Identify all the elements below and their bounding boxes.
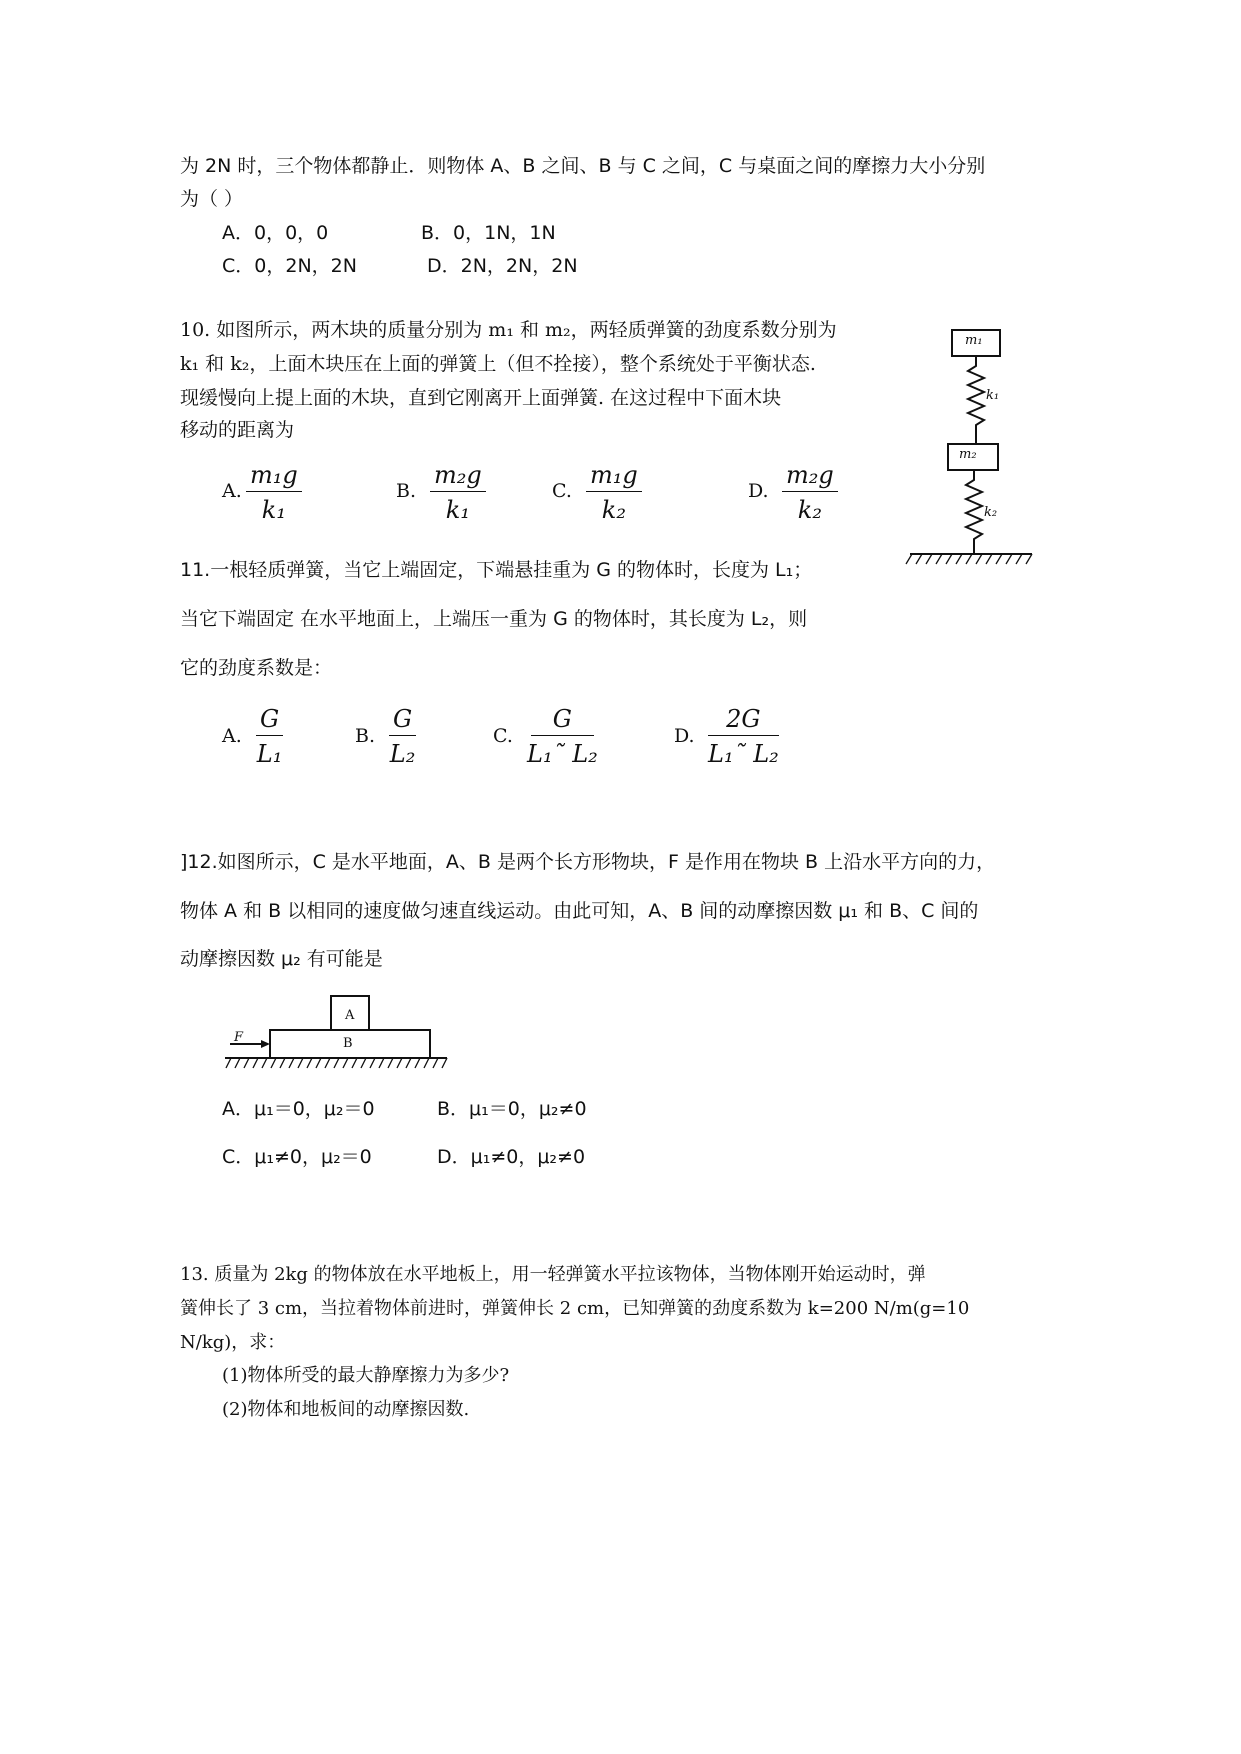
q10-option-d-denominator: k₂ [797, 496, 822, 524]
q10-option-c-numerator: m₁g [586, 463, 642, 492]
q12-line-1: ]12.如图所示，C 是水平地面，A、B 是两个长方形物块，F 是作用在物块 B 上沿水平方向的力， [180, 851, 996, 873]
q10-option-b-label: B. [396, 480, 417, 502]
q11-option-b-numerator: G [389, 707, 416, 736]
q11-option-b-denominator: L₂ [389, 740, 416, 768]
figure-label-m2: m₂ [959, 447, 977, 462]
q11-line-2: 当它下端固定 在水平地面上，上端压一重为 G 的物体时，其长度为 L₂，则 [180, 608, 808, 630]
q10-option-a-numerator: m₁g [246, 463, 302, 492]
figure-label-a: A [345, 1008, 355, 1023]
q10-line-4: 移动的距离为 [180, 419, 295, 441]
q10-line-2: k₁ 和 k₂，上面木块压在上面的弹簧上（但不拴接），整个系统处于平衡状态. [180, 353, 816, 375]
q12-option-b: B．μ₁＝0，μ₂≠0 [437, 1098, 587, 1120]
q11-option-c-denominator: L₁˜ L₂ [527, 740, 598, 768]
q13-subquestion-1: (1)物体所受的最大静摩擦力为多少? [222, 1365, 510, 1386]
ground-hatch [906, 554, 1032, 564]
q10-option-c-fraction [586, 463, 642, 522]
q13-line-3: N/kg)，求： [180, 1332, 286, 1353]
q10-option-b-numerator: m₂g [430, 463, 486, 492]
q10-option-a-fraction [246, 463, 302, 522]
q13-line-2: 簧伸长了 3 cm，当拉着物体前进时，弹簧伸长 2 cm，已知弹簧的劲度系数为 k=200 N/m(g=10 [180, 1298, 970, 1319]
figure-label-b: B [343, 1036, 353, 1051]
q11-option-b-fraction [389, 707, 416, 766]
q9-option-a: A．0，0，0 [222, 222, 329, 244]
q9-line-1: 为 2N 时，三个物体都静止．则物体 A、B 之间、B 与 C 之间，C 与桌面之间的摩擦力大小分别 [180, 155, 986, 177]
figure-label-f: F [234, 1030, 244, 1045]
q12-blocks-figure [225, 992, 450, 1078]
q10-line-3: 现缓慢向上提上面的木块，直到它刚离开上面弹簧. 在这过程中下面木块 [180, 387, 782, 409]
q11-option-d-fraction [708, 707, 779, 766]
q10-option-b-fraction [430, 463, 486, 522]
q10-option-a-denominator: k₁ [261, 496, 286, 524]
q9-option-b: B．0，1N，1N [421, 222, 556, 244]
q11-option-a-label: A. [222, 725, 242, 747]
q10-option-c-label: C. [552, 480, 572, 502]
q11-option-c-numerator: G [531, 707, 594, 736]
q11-option-d-numerator: 2G [708, 707, 778, 736]
spring-k2 [966, 470, 982, 554]
q11-line-1: 11.一根轻质弹簧，当它上端固定，下端悬挂重为 G 的物体时，长度为 L₁； [180, 559, 813, 581]
spring-k1 [968, 356, 984, 444]
q13-line-1: 13. 质量为 2kg 的物体放在水平地板上，用一轻弹簧水平拉该物体，当物体刚开始运动时，弹 [180, 1264, 926, 1285]
q10-option-d-fraction [782, 463, 838, 522]
ground-hatch [226, 1058, 447, 1068]
q11-option-d-denominator: L₁˜ L₂ [708, 740, 779, 768]
q13-subquestion-2: (2)物体和地板间的动摩擦因数. [222, 1399, 470, 1420]
q12-option-d: D．μ₁≠0，μ₂≠0 [437, 1146, 586, 1168]
q10-option-a-label: A. [222, 480, 242, 502]
q11-option-c-fraction [527, 707, 598, 766]
q12-line-3: 动摩擦因数 μ₂ 有可能是 [180, 948, 383, 970]
force-arrowhead [261, 1040, 270, 1048]
q12-option-c: C．μ₁≠0，μ₂＝0 [222, 1146, 372, 1168]
q10-option-d-numerator: m₂g [782, 463, 838, 492]
figure-label-k1: k₁ [986, 388, 1000, 403]
figure-label-k2: k₂ [984, 505, 998, 520]
q11-option-a-denominator: L₁ [256, 740, 283, 768]
q11-option-a-fraction [256, 707, 283, 766]
q11-option-a-numerator: G [256, 707, 283, 736]
q11-option-d-label: D. [674, 725, 695, 747]
q11-option-c-label: C. [493, 725, 513, 747]
q10-option-d-label: D. [748, 480, 769, 502]
q10-option-c-denominator: k₂ [601, 496, 626, 524]
q10-option-b-denominator: k₁ [445, 496, 470, 524]
q9-option-d: D．2N，2N，2N [427, 255, 578, 277]
q9-option-c: C．0，2N，2N [222, 255, 357, 277]
q9-line-2: 为（ ） [180, 188, 244, 210]
q11-option-b-label: B. [355, 725, 376, 747]
figure-label-m1: m₁ [965, 333, 983, 348]
q12-line-2: 物体 A 和 B 以相同的速度做匀速直线运动。由此可知，A、B 间的动摩擦因数 μ₁ 和 B、C 间的 [180, 900, 979, 922]
q10-line-1: 10. 如图所示，两木块的质量分别为 m₁ 和 m₂，两轻质弹簧的劲度系数分别为 [180, 319, 837, 341]
q12-option-a: A．μ₁＝0，μ₂＝0 [222, 1098, 375, 1120]
q11-line-3: 它的劲度系数是： [180, 657, 333, 679]
